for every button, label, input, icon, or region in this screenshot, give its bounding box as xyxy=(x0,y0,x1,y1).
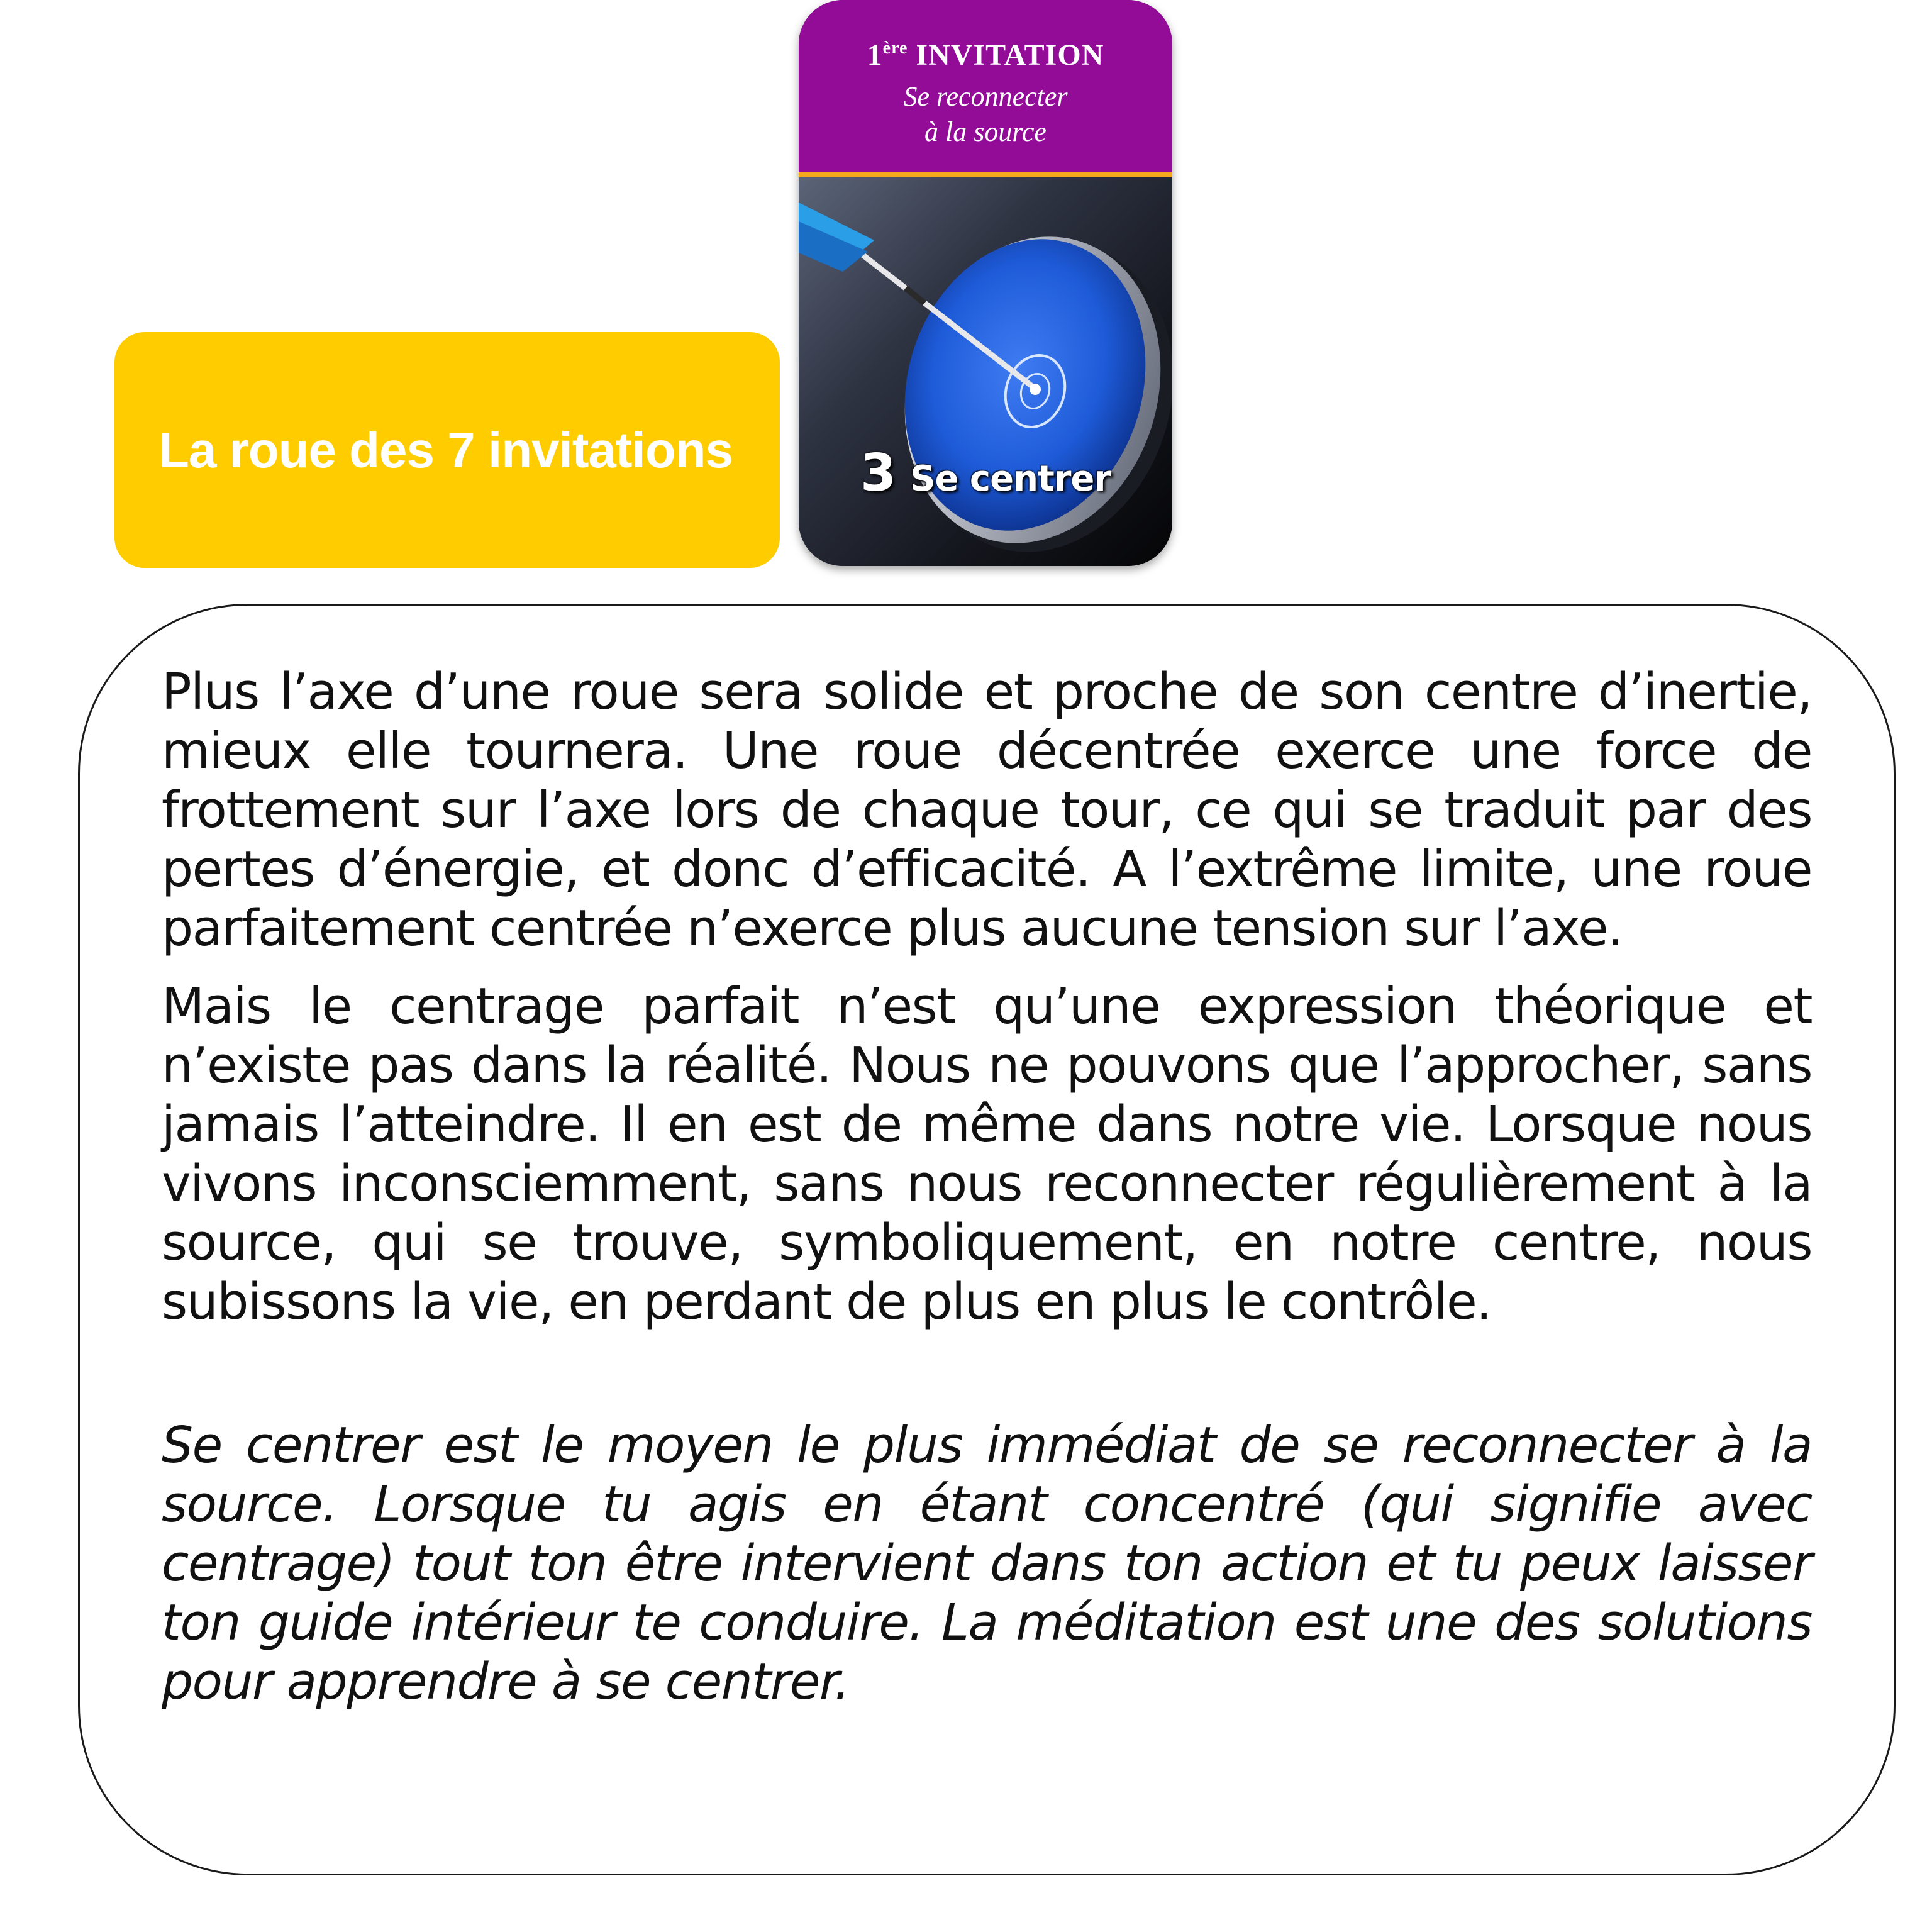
card-subtitle-line1: Se reconnecter xyxy=(903,81,1068,112)
card-number: 3 xyxy=(860,443,897,503)
card-subtitle-line2: à la source xyxy=(924,116,1046,147)
card-label xyxy=(799,443,1172,503)
paragraph-2: Mais le centrage parfait n’est qu’une expression théorique et n’existe pas dans la réalité. Nous ne pouvons que l’approcher, sans jamais l’atteindre. Il en est de même dans notre vie. Lorsque nous vivons inconsciemment, sans nous reconnecter régulièrement à la source, qui se trouve, symboliquement, en notre centre, nous subissons la vie, en perdant de plus en plus le contrôle. xyxy=(162,977,1812,1331)
title-banner xyxy=(114,332,780,568)
card-header xyxy=(799,0,1172,177)
target-arrow-image xyxy=(799,177,1172,566)
paragraph-3: Se centrer est le moyen le plus immédiat de se reconnecter à la source. Lorsque tu agis en étant concentré (qui signifie avec centrage) tout ton être intervient dans ton action et tu peux laisser ton guide intérieur te conduire. La méditation est une des solutions pour apprendre à se centrer. xyxy=(162,1416,1812,1711)
body-text xyxy=(162,662,1812,1711)
title-text: La roue des 7 invitations xyxy=(158,421,733,478)
text-box xyxy=(78,604,1896,1875)
invitation-heading: 1ère INVITATION xyxy=(867,38,1104,72)
paragraph-1: Plus l’axe d’une roue sera solide et proche de son centre d’inertie, mieux elle tournera. Une roue décentrée exerce une force de frottement sur l’axe lors de chaque tour, ce qui se traduit par des pertes d’énergie, et donc d’efficacité. A l’extrême limite, une roue parfaitement centrée n’exerce plus aucune tension sur l’axe. xyxy=(162,663,1812,957)
invitation-card xyxy=(799,0,1172,566)
card-label-text: Se centrer xyxy=(910,458,1111,499)
